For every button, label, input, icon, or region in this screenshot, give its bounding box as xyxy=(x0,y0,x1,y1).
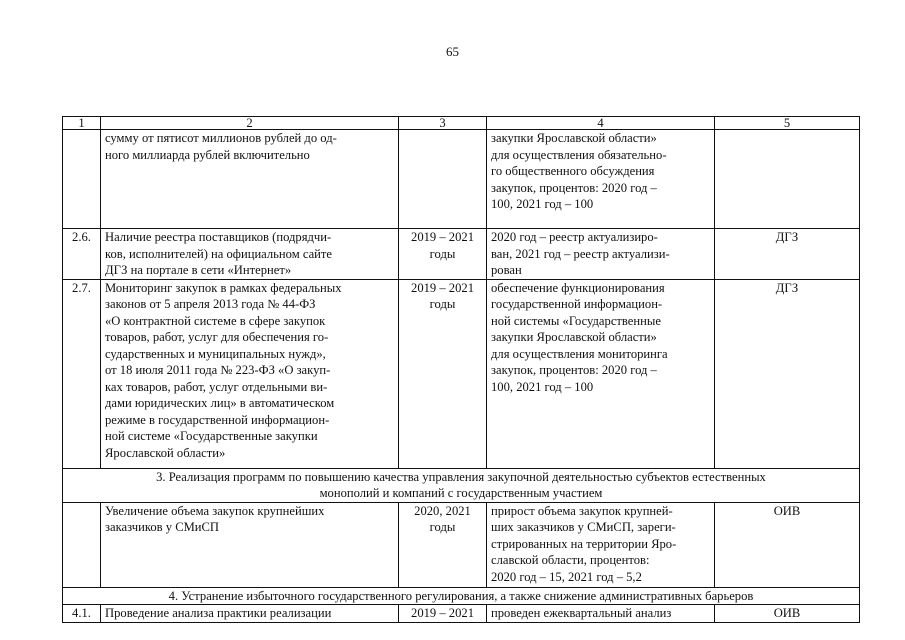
measure-cell: Увеличение объема закупок крупнейших заказчиков у СМиСП xyxy=(101,502,399,587)
section-heading-row xyxy=(63,587,860,605)
executor-cell: ОИВ xyxy=(715,605,860,623)
measure-cell: Наличие реестра поставщиков (подрядчи- ков, исполнителей) на официальном сайте ДГЗ на портале в сети «Интернет» xyxy=(101,229,399,280)
row-number: 4.1. xyxy=(63,605,101,623)
measure-cell: Проведение анализа практики реализации xyxy=(101,605,399,623)
column-header-3: 3 xyxy=(399,117,487,130)
period-cell: 2019 – 2021 годы xyxy=(399,279,487,468)
table-row xyxy=(63,502,860,587)
table-header-row xyxy=(63,117,860,130)
table-row xyxy=(63,605,860,623)
period-cell: 2019 – 2021 годы xyxy=(399,229,487,280)
measure-cell: Мониторинг закупок в рамках федеральных законов от 5 апреля 2013 года № 44-ФЗ «О контрактной системе в сфере закупок товаров, работ, услуг для обеспечения го- сударственных и муниципальных нужд», от 18 июля 2011 года № 223-ФЗ «О закуп- ках товаров, работ, услуг отдельными ви- дами юридических лиц» в автоматическом режиме в государственной информацион- ной системе «Государственные закупки Ярославской области» xyxy=(101,279,399,468)
executor-cell: ДГЗ xyxy=(715,279,860,468)
executor-cell: ДГЗ xyxy=(715,229,860,280)
table-row xyxy=(63,130,860,229)
period-cell: 2019 – 2021 xyxy=(399,605,487,623)
column-header-1: 1 xyxy=(63,117,101,130)
indicator-cell: закупки Ярославской области» для осуществления обязательно- го общественного обсуждения закупок, процентов: 2020 год – 100, 2021 год – 100 xyxy=(487,130,715,229)
indicator-cell: обеспечение функционирования государственной информацион- ной системы «Государственные закупки Ярославской области» для осуществления мониторинга закупок, процентов: 2020 год – 100, 2021 год – 100 xyxy=(487,279,715,468)
measure-cell: сумму от пятисот миллионов рублей до од- ного миллиарда рублей включительно xyxy=(101,130,399,229)
section-3-heading: 3. Реализация программ по повышению качества управления закупочной деятельностью субъектов естественных монополий и компаний с государственным участием xyxy=(63,468,860,502)
period-cell: 2020, 2021 годы xyxy=(399,502,487,587)
measures-table xyxy=(62,116,860,623)
row-number: 2.6. xyxy=(63,229,101,280)
indicator-cell: прирост объема закупок крупней- ших заказчиков у СМиСП, зареги- стрированных на территории Яро- славской области, процентов: 2020 год – 15, 2021 год – 5,2 xyxy=(487,502,715,587)
row-number: 2.7. xyxy=(63,279,101,468)
row-number xyxy=(63,130,101,229)
period-cell xyxy=(399,130,487,229)
indicator-cell: проведен ежеквартальный анализ xyxy=(487,605,715,623)
page-number: 65 xyxy=(446,44,459,59)
table-row xyxy=(63,229,860,280)
section-4-heading: 4. Устранение избыточного государственного регулирования, а также снижение административных барьеров xyxy=(63,587,860,605)
column-header-4: 4 xyxy=(487,117,715,130)
column-header-2: 2 xyxy=(101,117,399,130)
executor-cell xyxy=(715,130,860,229)
executor-cell: ОИВ xyxy=(715,502,860,587)
indicator-cell: 2020 год – реестр актуализиро- ван, 2021 год – реестр актуализи- рован xyxy=(487,229,715,280)
row-number xyxy=(63,502,101,587)
section-heading-row xyxy=(63,468,860,502)
table-row xyxy=(63,279,860,468)
column-header-5: 5 xyxy=(715,117,860,130)
